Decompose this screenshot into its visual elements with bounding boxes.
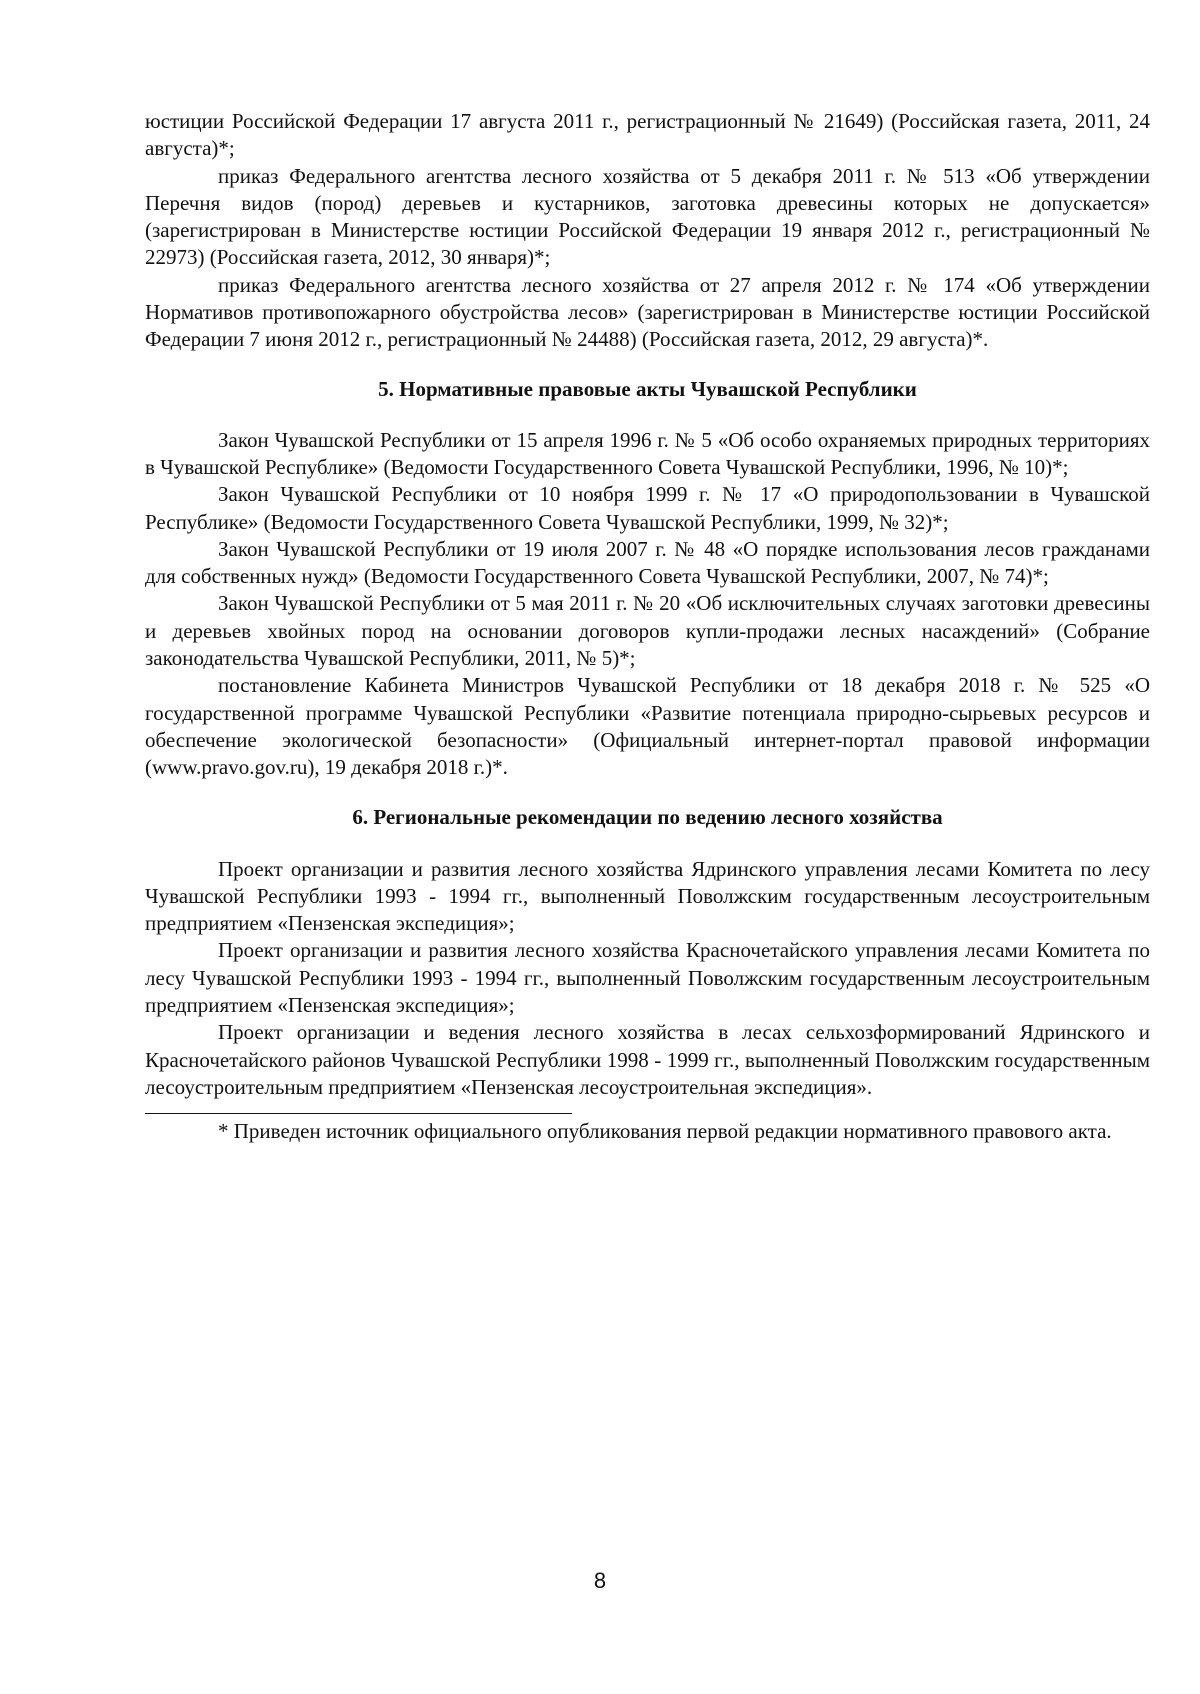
section-6-item: Проект организации и развития лесного хозяйства Красночетайского управления лесами Комитета по лесу Чувашской Республики 1993 - 1994 гг., выполненный Поволжским государственным лесоустроительным предприятием «Пензенская экспедиция»; <box>145 938 1150 1018</box>
document-page <box>145 108 1150 1146</box>
section-6-item: Проект организации и ведения лесного хозяйства в лесах сельхозформирований Ядринского и Красночетайского районов Чувашской Республики 1998 - 1999 гг., выполненный Поволжским государственным лесоустроительным предприятием «Пензенская лесоустроительная экспедиция». <box>145 1020 1150 1099</box>
intro-item: приказ Федерального агентства лесного хозяйства от 27 апреля 2012 г. № 174 «Об утверждении Нормативов противопожарного обустройства лесов» (зарегистрирован в Министерстве юстиции Российской Федерации 7 июня 2012 г., регистрационный № 24488) (Российская газета, 2012, 29 августа)*. <box>145 272 1150 352</box>
section-6-heading: 6. Региональные рекомендации по ведению лесного хозяйства <box>352 804 943 829</box>
section-5-item: Закон Чувашской Республики от 10 ноября 1999 г. № 17 «О природопользовании в Чувашской Республике» (Ведомости Государственного Совета Чувашской Республики, 1999, № 32)*; <box>145 482 1150 534</box>
footnote-divider <box>145 1113 572 1114</box>
section-5-item: постановление Кабинета Министров Чувашской Республики от 18 декабря 2018 г. № 525 «О государственной программе Чувашской Республики «Развитие потенциала природно-сырьевых ресурсов и обеспечение экологической безопасности» (Официальный интернет-портал правовой информации (www.pravo.gov.ru), 19 декабря 2018 г.)*. <box>145 673 1150 780</box>
footnote: * Приведен источник официального опубликования первой редакции нормативного правового акта. <box>218 1119 1112 1144</box>
intro-item: приказ Федерального агентства лесного хозяйства от 5 декабря 2011 г. № 513 «Об утверждении Перечня видов (пород) деревьев и кустарников, заготовка древесины которых не допускается» (зарегистрирован в Министерстве юстиции Российской Федерации 19 января 2012 г., регистрационный № 22973) (Российская газета, 2012, 30 января)*; <box>145 163 1150 270</box>
section-5-item: Закон Чувашской Республики от 15 апреля 1996 г. № 5 «Об особо охраняемых природных территориях в Чувашской Республике» (Ведомости Государственного Совета Чувашской Республики, 1996, № 10)*; <box>145 427 1150 479</box>
section-6-item: Проект организации и развития лесного хозяйства Ядринского управления лесами Комитета по лесу Чувашской Республики 1993 - 1994 гг., выполненный Поволжским государственным лесоустроительным предприятием «Пензенская экспедиция»; <box>145 856 1150 936</box>
section-5-item: Закон Чувашской Республики от 19 июля 2007 г. № 48 «О порядке использования лесов гражданами для собственных нужд» (Ведомости Государственного Совета Чувашской Республики, 2007, № 74)*; <box>145 536 1150 589</box>
section-5-item: Закон Чувашской Республики от 5 мая 2011 г. № 20 «Об исключительных случаях заготовки древесины и деревьев хвойных пород на основании договоров купли-продажи лесных насаждений» (Собрание законодательства Чувашской Республики, 2011, № 5)*; <box>145 591 1150 671</box>
page-number: 8 <box>593 1568 607 1593</box>
section-5-heading: 5. Нормативные правовые акты Чувашской Республики <box>378 376 917 401</box>
intro-continuation: юстиции Российской Федерации 17 августа 2011 г., регистрационный № 21649) (Российская газета, 2011, 24 августа)*; <box>145 109 1150 161</box>
